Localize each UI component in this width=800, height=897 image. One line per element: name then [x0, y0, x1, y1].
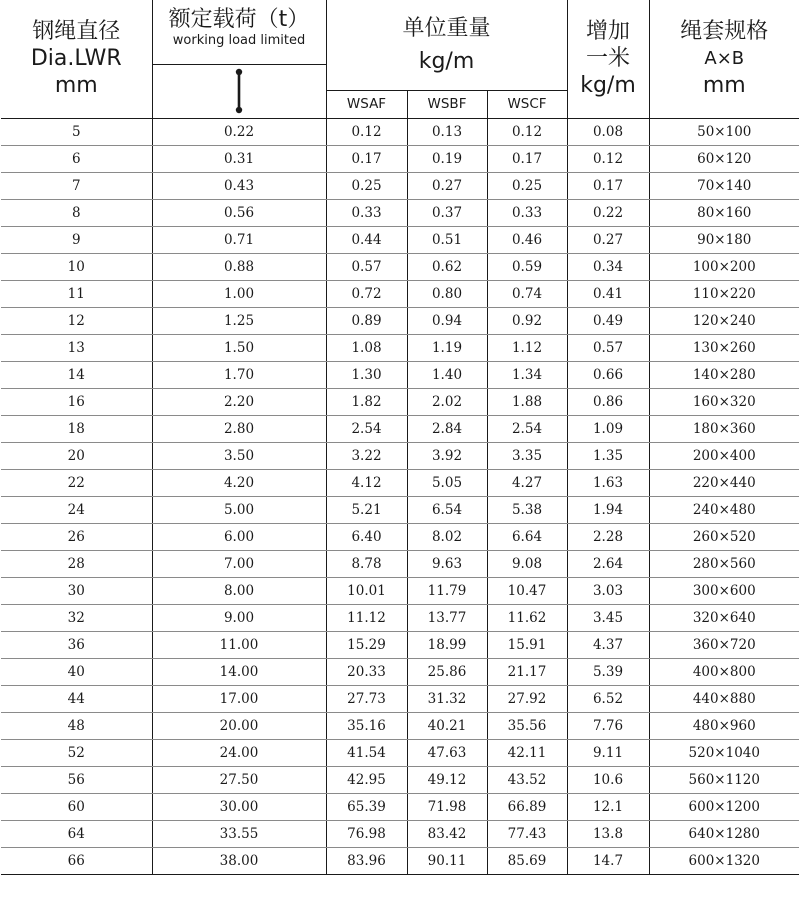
cell-load: 0.56	[152, 199, 326, 226]
header-sleeve	[649, 0, 799, 118]
cell-wsbf: 0.27	[407, 172, 487, 199]
table-row	[1, 793, 799, 820]
cell-wsaf: 0.89	[326, 307, 407, 334]
cell-load: 8.00	[152, 577, 326, 604]
cell-diameter: 10	[1, 253, 152, 280]
header-weight	[326, 0, 567, 90]
cell-wscf: 27.92	[487, 685, 567, 712]
cell-sleeve-size: 520×1040	[649, 739, 799, 766]
cell-wscf: 0.74	[487, 280, 567, 307]
cell-load: 0.22	[152, 118, 326, 145]
cell-wscf: 2.54	[487, 415, 567, 442]
cell-wsbf: 8.02	[407, 523, 487, 550]
cell-sleeve-size: 320×640	[649, 604, 799, 631]
cell-sleeve-size: 600×1200	[649, 793, 799, 820]
header-sleeve-unit: mm	[702, 73, 746, 99]
header-load-en: working load limited	[172, 33, 306, 48]
header-sleeve-dim: A×B	[704, 48, 745, 70]
cell-wsbf: 1.19	[407, 334, 487, 361]
cell-load: 2.80	[152, 415, 326, 442]
cell-extra-weight: 6.52	[567, 685, 649, 712]
cell-wsbf: 83.42	[407, 820, 487, 847]
cell-extra-weight: 0.49	[567, 307, 649, 334]
cell-sleeve-size: 200×400	[649, 442, 799, 469]
cell-wsbf: 0.80	[407, 280, 487, 307]
table-row	[1, 766, 799, 793]
cell-wsbf: 18.99	[407, 631, 487, 658]
cell-sleeve-size: 480×960	[649, 712, 799, 739]
header-diameter-zh: 钢绳直径	[32, 19, 121, 45]
table-row	[1, 334, 799, 361]
cell-wsaf: 27.73	[326, 685, 407, 712]
cell-wsaf: 0.12	[326, 118, 407, 145]
cell-sleeve-size: 140×280	[649, 361, 799, 388]
header-load	[152, 0, 326, 64]
cell-extra-weight: 10.6	[567, 766, 649, 793]
cell-sleeve-size: 90×180	[649, 226, 799, 253]
cell-diameter: 40	[1, 658, 152, 685]
cell-wscf: 6.64	[487, 523, 567, 550]
cell-extra-weight: 0.12	[567, 145, 649, 172]
cell-extra-weight: 9.11	[567, 739, 649, 766]
cell-load: 9.00	[152, 604, 326, 631]
cell-wsbf: 90.11	[407, 847, 487, 874]
cell-wsaf: 42.95	[326, 766, 407, 793]
cell-wsbf: 49.12	[407, 766, 487, 793]
cell-sleeve-size: 260×520	[649, 523, 799, 550]
cell-extra-weight: 3.03	[567, 577, 649, 604]
cell-diameter: 66	[1, 847, 152, 874]
table-row	[1, 847, 799, 874]
cell-wscf: 77.43	[487, 820, 567, 847]
cell-sleeve-size: 240×480	[649, 496, 799, 523]
cell-load: 17.00	[152, 685, 326, 712]
table-row	[1, 631, 799, 658]
table-row	[1, 361, 799, 388]
cell-wsaf: 0.44	[326, 226, 407, 253]
cell-load: 14.00	[152, 658, 326, 685]
cell-load: 30.00	[152, 793, 326, 820]
cell-wsaf: 4.12	[326, 469, 407, 496]
header-extra-unit: kg/m	[580, 73, 636, 99]
cell-wsbf: 0.62	[407, 253, 487, 280]
table-row	[1, 739, 799, 766]
cell-wscf: 4.27	[487, 469, 567, 496]
cell-diameter: 36	[1, 631, 152, 658]
cell-load: 6.00	[152, 523, 326, 550]
cell-wsbf: 3.92	[407, 442, 487, 469]
cell-sleeve-size: 600×1320	[649, 847, 799, 874]
cell-wsaf: 20.33	[326, 658, 407, 685]
cell-diameter: 9	[1, 226, 152, 253]
cell-load: 0.43	[152, 172, 326, 199]
table-row	[1, 496, 799, 523]
cell-extra-weight: 0.27	[567, 226, 649, 253]
cell-extra-weight: 14.7	[567, 847, 649, 874]
table-row	[1, 226, 799, 253]
table-row	[1, 253, 799, 280]
col-wscf: WSCF	[487, 90, 567, 118]
cell-wsaf: 35.16	[326, 712, 407, 739]
cell-diameter: 13	[1, 334, 152, 361]
cell-sleeve-size: 400×800	[649, 658, 799, 685]
cell-wscf: 9.08	[487, 550, 567, 577]
cell-extra-weight: 1.35	[567, 442, 649, 469]
cell-sleeve-size: 130×260	[649, 334, 799, 361]
cell-wsaf: 0.72	[326, 280, 407, 307]
cell-wscf: 1.12	[487, 334, 567, 361]
cell-wsaf: 1.30	[326, 361, 407, 388]
cell-wsbf: 40.21	[407, 712, 487, 739]
cell-extra-weight: 1.94	[567, 496, 649, 523]
cell-wsaf: 8.78	[326, 550, 407, 577]
cell-extra-weight: 0.17	[567, 172, 649, 199]
cell-wscf: 0.25	[487, 172, 567, 199]
cell-wsbf: 13.77	[407, 604, 487, 631]
cell-wsaf: 1.82	[326, 388, 407, 415]
cell-extra-weight: 5.39	[567, 658, 649, 685]
cell-load: 1.25	[152, 307, 326, 334]
cell-load: 11.00	[152, 631, 326, 658]
wire-rope-spec-table	[1, 0, 799, 875]
cell-diameter: 12	[1, 307, 152, 334]
header-weight-unit: kg/m	[418, 48, 475, 74]
cell-load: 24.00	[152, 739, 326, 766]
cell-diameter: 28	[1, 550, 152, 577]
table-row	[1, 550, 799, 577]
cell-wscf: 11.62	[487, 604, 567, 631]
cell-wsaf: 65.39	[326, 793, 407, 820]
cell-diameter: 5	[1, 118, 152, 145]
col-wsaf: WSAF	[326, 90, 407, 118]
cell-diameter: 7	[1, 172, 152, 199]
cell-wsaf: 11.12	[326, 604, 407, 631]
cell-diameter: 16	[1, 388, 152, 415]
cell-wscf: 0.46	[487, 226, 567, 253]
cell-load: 4.20	[152, 469, 326, 496]
cell-sleeve-size: 180×360	[649, 415, 799, 442]
header-extra-zh2: 一米	[585, 46, 630, 72]
cell-diameter: 64	[1, 820, 152, 847]
cell-wscf: 0.33	[487, 199, 567, 226]
cell-wscf: 0.12	[487, 118, 567, 145]
cell-diameter: 18	[1, 415, 152, 442]
cell-wsbf: 6.54	[407, 496, 487, 523]
cell-sleeve-size: 80×160	[649, 199, 799, 226]
cell-wsbf: 0.37	[407, 199, 487, 226]
cell-wsaf: 5.21	[326, 496, 407, 523]
table-row	[1, 712, 799, 739]
cell-extra-weight: 1.63	[567, 469, 649, 496]
cell-diameter: 32	[1, 604, 152, 631]
cell-diameter: 30	[1, 577, 152, 604]
cell-wsaf: 10.01	[326, 577, 407, 604]
cell-wsaf: 41.54	[326, 739, 407, 766]
table-row	[1, 415, 799, 442]
cell-extra-weight: 3.45	[567, 604, 649, 631]
cell-wsaf: 15.29	[326, 631, 407, 658]
cell-wscf: 0.17	[487, 145, 567, 172]
table-row	[1, 469, 799, 496]
cell-load: 5.00	[152, 496, 326, 523]
cell-diameter: 48	[1, 712, 152, 739]
cell-load: 27.50	[152, 766, 326, 793]
cell-load: 38.00	[152, 847, 326, 874]
cell-diameter: 26	[1, 523, 152, 550]
cell-wsbf: 1.40	[407, 361, 487, 388]
cell-wsbf: 0.13	[407, 118, 487, 145]
cell-wsbf: 2.02	[407, 388, 487, 415]
cell-wscf: 10.47	[487, 577, 567, 604]
cell-sleeve-size: 640×1280	[649, 820, 799, 847]
header-load-zh: 额定载荷（t）	[168, 7, 310, 32]
cell-sleeve-size: 220×440	[649, 469, 799, 496]
table-row	[1, 118, 799, 145]
cell-sleeve-size: 440×880	[649, 685, 799, 712]
header-diameter-en: Dia.LWR	[30, 46, 122, 72]
cell-wscf: 1.34	[487, 361, 567, 388]
cell-load: 2.20	[152, 388, 326, 415]
cell-wsbf: 31.32	[407, 685, 487, 712]
header-extra	[567, 0, 649, 118]
table-row	[1, 604, 799, 631]
cell-extra-weight: 0.22	[567, 199, 649, 226]
cell-load: 7.00	[152, 550, 326, 577]
cell-sleeve-size: 100×200	[649, 253, 799, 280]
cell-sleeve-size: 160×320	[649, 388, 799, 415]
cell-diameter: 60	[1, 793, 152, 820]
table-row	[1, 442, 799, 469]
table-row	[1, 523, 799, 550]
cell-wsbf: 0.94	[407, 307, 487, 334]
table-row	[1, 145, 799, 172]
header-diameter-unit: mm	[54, 73, 98, 99]
cell-extra-weight: 0.41	[567, 280, 649, 307]
cell-load: 20.00	[152, 712, 326, 739]
cell-wscf: 0.92	[487, 307, 567, 334]
cell-load: 33.55	[152, 820, 326, 847]
table-row	[1, 685, 799, 712]
cell-wsaf: 0.57	[326, 253, 407, 280]
cell-wsaf: 76.98	[326, 820, 407, 847]
cell-sleeve-size: 360×720	[649, 631, 799, 658]
cell-wsaf: 0.25	[326, 172, 407, 199]
cell-wscf: 1.88	[487, 388, 567, 415]
cell-sleeve-size: 560×1120	[649, 766, 799, 793]
cell-extra-weight: 12.1	[567, 793, 649, 820]
cell-wsaf: 0.33	[326, 199, 407, 226]
cell-wsaf: 3.22	[326, 442, 407, 469]
cell-wsbf: 0.51	[407, 226, 487, 253]
cell-wscf: 0.59	[487, 253, 567, 280]
cell-wscf: 21.17	[487, 658, 567, 685]
cell-sleeve-size: 70×140	[649, 172, 799, 199]
cell-wsbf: 11.79	[407, 577, 487, 604]
cell-diameter: 22	[1, 469, 152, 496]
header-extra-zh1: 增加	[585, 19, 630, 45]
cell-sleeve-size: 50×100	[649, 118, 799, 145]
cell-sleeve-size: 300×600	[649, 577, 799, 604]
cell-diameter: 52	[1, 739, 152, 766]
table-row	[1, 658, 799, 685]
cell-extra-weight: 0.86	[567, 388, 649, 415]
cell-load: 3.50	[152, 442, 326, 469]
cell-wscf: 35.56	[487, 712, 567, 739]
table-row	[1, 280, 799, 307]
cell-wsbf: 2.84	[407, 415, 487, 442]
table-body	[1, 118, 799, 874]
cell-load: 0.88	[152, 253, 326, 280]
cell-wsaf: 83.96	[326, 847, 407, 874]
cell-load: 1.70	[152, 361, 326, 388]
table-row	[1, 388, 799, 415]
cell-wscf: 43.52	[487, 766, 567, 793]
cell-wsbf: 5.05	[407, 469, 487, 496]
cell-diameter: 44	[1, 685, 152, 712]
cell-diameter: 20	[1, 442, 152, 469]
table-row	[1, 820, 799, 847]
cell-diameter: 14	[1, 361, 152, 388]
cell-extra-weight: 2.28	[567, 523, 649, 550]
cell-wsbf: 0.19	[407, 145, 487, 172]
cell-load: 1.00	[152, 280, 326, 307]
cell-extra-weight: 4.37	[567, 631, 649, 658]
load-symbol-cell	[152, 64, 326, 118]
cell-wscf: 66.89	[487, 793, 567, 820]
table-row	[1, 172, 799, 199]
cell-sleeve-size: 60×120	[649, 145, 799, 172]
cell-diameter: 24	[1, 496, 152, 523]
cell-load: 0.31	[152, 145, 326, 172]
cell-wsbf: 47.63	[407, 739, 487, 766]
cell-sleeve-size: 120×240	[649, 307, 799, 334]
cell-extra-weight: 0.34	[567, 253, 649, 280]
cell-wscf: 42.11	[487, 739, 567, 766]
cell-wscf: 3.35	[487, 442, 567, 469]
cell-extra-weight: 0.66	[567, 361, 649, 388]
cell-wsbf: 71.98	[407, 793, 487, 820]
table-row	[1, 577, 799, 604]
cell-load: 1.50	[152, 334, 326, 361]
rope-sling-icon	[231, 67, 247, 115]
header-weight-zh: 单位重量	[402, 15, 491, 41]
cell-load: 0.71	[152, 226, 326, 253]
cell-diameter: 6	[1, 145, 152, 172]
cell-diameter: 11	[1, 280, 152, 307]
cell-extra-weight: 1.09	[567, 415, 649, 442]
cell-sleeve-size: 280×560	[649, 550, 799, 577]
cell-wscf: 5.38	[487, 496, 567, 523]
cell-wsaf: 0.17	[326, 145, 407, 172]
header-sleeve-zh: 绳套规格	[680, 19, 769, 45]
table-row	[1, 199, 799, 226]
table-row	[1, 307, 799, 334]
cell-wsaf: 6.40	[326, 523, 407, 550]
cell-extra-weight: 0.08	[567, 118, 649, 145]
cell-extra-weight: 2.64	[567, 550, 649, 577]
cell-sleeve-size: 110×220	[649, 280, 799, 307]
header-diameter	[1, 0, 152, 118]
cell-extra-weight: 0.57	[567, 334, 649, 361]
cell-wscf: 15.91	[487, 631, 567, 658]
col-wsbf: WSBF	[407, 90, 487, 118]
cell-extra-weight: 13.8	[567, 820, 649, 847]
cell-wsaf: 1.08	[326, 334, 407, 361]
cell-wsbf: 25.86	[407, 658, 487, 685]
cell-diameter: 56	[1, 766, 152, 793]
cell-extra-weight: 7.76	[567, 712, 649, 739]
cell-wsbf: 9.63	[407, 550, 487, 577]
cell-wscf: 85.69	[487, 847, 567, 874]
cell-diameter: 8	[1, 199, 152, 226]
cell-wsaf: 2.54	[326, 415, 407, 442]
